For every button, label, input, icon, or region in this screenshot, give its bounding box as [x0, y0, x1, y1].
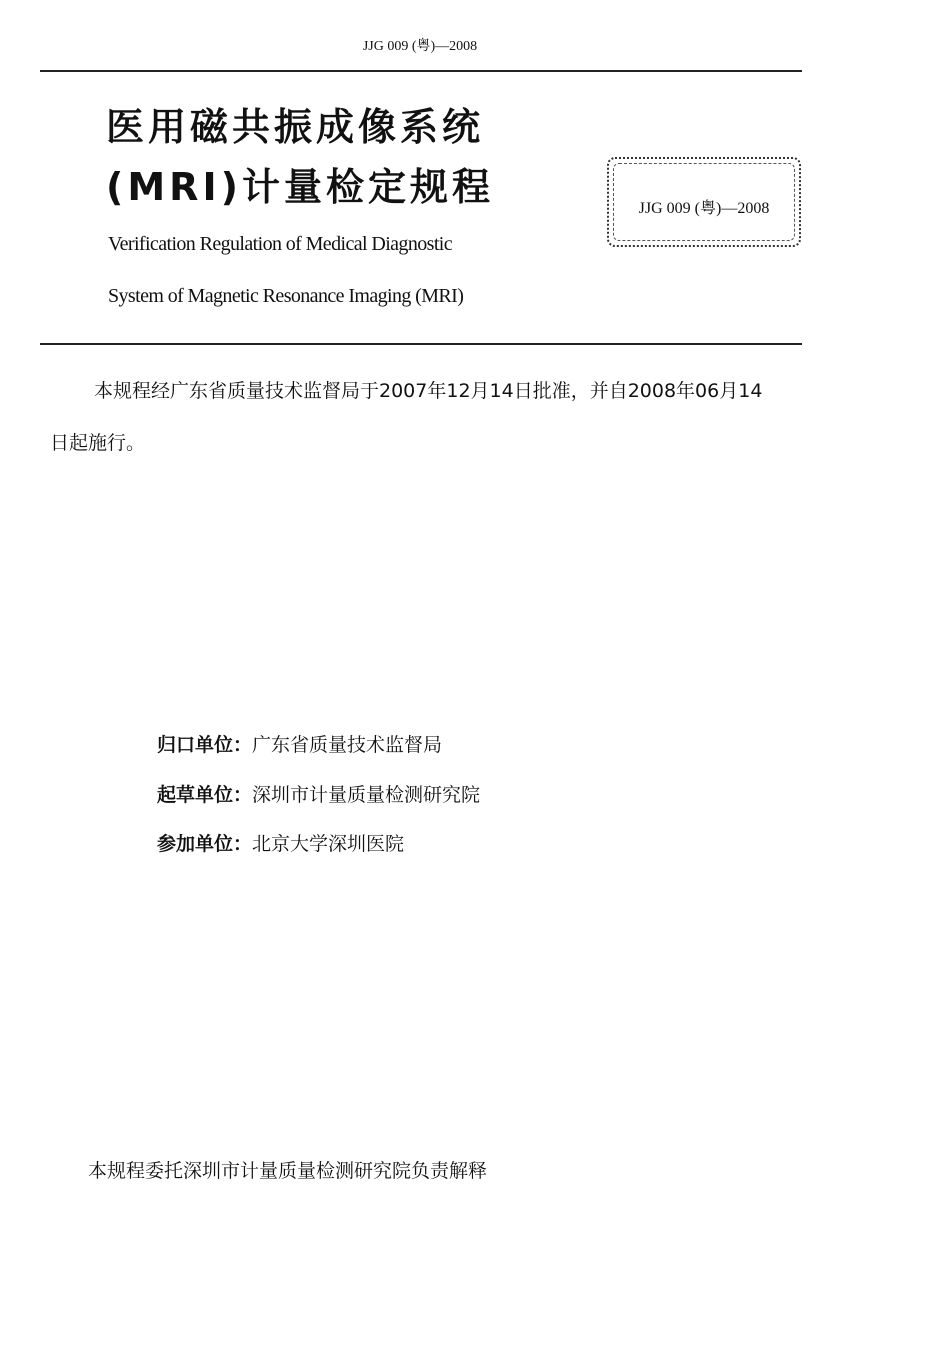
approval-statement: 本规程经广东省质量技术监督局于2007年12月14日批准，并自2008年06月14日起施行。: [50, 380, 763, 454]
header-standard-code: JJG 009 (粤)—2008: [362, 39, 478, 54]
responsible-unit-label: 归口单位：: [157, 734, 253, 756]
responsible-unit-value: 广东省质量技术监督局: [252, 734, 443, 756]
code-box-text: JJG 009 (粤)—2008: [638, 200, 770, 217]
title-english-line-1: Verification Regulation of Medical Diagnostic: [108, 233, 453, 255]
bottom-rule: [40, 343, 802, 345]
participating-unit-value: 北京大学深圳医院: [252, 833, 405, 855]
responsible-unit-row: [157, 730, 442, 757]
top-rule: [40, 70, 802, 72]
drafting-unit-label: 起草单位：: [157, 784, 253, 806]
title-chinese-line-2: (MRI)计量检定规程: [106, 165, 494, 209]
drafting-unit-value: 深圳市计量质量检测研究院: [252, 784, 481, 806]
title-english-line-2: System of Magnetic Resonance Imaging (MRI): [108, 285, 464, 307]
drafting-unit-row: [157, 780, 480, 807]
interpretation-statement: 本规程委托深圳市计量质量检测研究院负责解释: [88, 1160, 488, 1182]
participating-unit-row: [157, 829, 404, 856]
title-chinese-line-1: 医用磁共振成像系统: [106, 105, 485, 149]
standard-code-box: [607, 157, 801, 247]
participating-unit-label: 参加单位：: [157, 833, 253, 855]
